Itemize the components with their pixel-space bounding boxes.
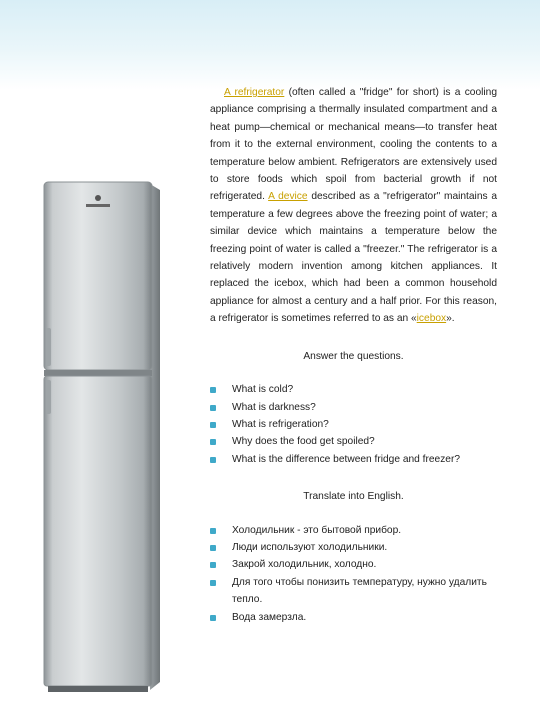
list-item: Люди используют холодильники. (210, 539, 497, 556)
bullet-icon (210, 615, 216, 621)
device-link[interactable]: A device (268, 191, 308, 203)
paragraph-text-2: described as a "refrigerator" maintains a temperature a few degrees above the freezing point of water; a similar device which maintains a temperature below the freezing point of water is called a "freezer." The refrigerator is a relatively modern invention among kitchen appliances. It replaced the icebox, which had been a common household appliance for almost a century and a half prior. For this reason, a refrigerator is sometimes referred to as an « (210, 191, 497, 325)
intro-paragraph (210, 84, 497, 328)
icebox-link[interactable]: icebox (416, 313, 447, 325)
questions-title: Answer the questions. (303, 350, 404, 362)
questions-list (210, 381, 497, 468)
paragraph-text-3: ». (446, 313, 455, 325)
translate-list (210, 522, 497, 626)
top-banner (0, 0, 540, 90)
main-text-column (210, 84, 497, 626)
list-item: Why does the food get spoiled? (210, 433, 497, 450)
list-item: What is darkness? (210, 399, 497, 416)
list-item: What is cold? (210, 381, 497, 398)
translate-title: Translate into English. (303, 491, 404, 503)
bullet-icon (210, 562, 216, 568)
bullet-icon (210, 528, 216, 534)
list-item: What is the difference between fridge and freezer? (210, 451, 497, 468)
refrigerator-link[interactable]: A refrigerator (224, 87, 285, 98)
paragraph-text-1: (often called a "fridge" for short) is a cooling appliance comprising a thermally insulated compartment and a heat pump—chemical or mechanical means—to transfer heat from it to the external environment, cooling the contents to a temperature below ambient. Refrigerators are extensively used to store foods which spoil from bacterial growth if not refrigerated. (210, 87, 497, 203)
list-item: Холодильник - это бытовой прибор. (210, 522, 497, 539)
list-item: Для того чтобы понизить температуру, нужно удалить тепло. (210, 574, 497, 609)
bullet-icon (210, 439, 216, 445)
bullet-icon (210, 422, 216, 428)
bullet-icon (210, 457, 216, 463)
list-item: Закрой холодильник, холодно. (210, 556, 497, 573)
bullet-icon (210, 405, 216, 411)
list-item: Вода замерзла. (210, 609, 497, 626)
bullet-icon (210, 545, 216, 551)
refrigerator-image (38, 178, 168, 698)
bullet-icon (210, 387, 216, 393)
list-item: What is refrigeration? (210, 416, 497, 433)
bullet-icon (210, 580, 216, 586)
